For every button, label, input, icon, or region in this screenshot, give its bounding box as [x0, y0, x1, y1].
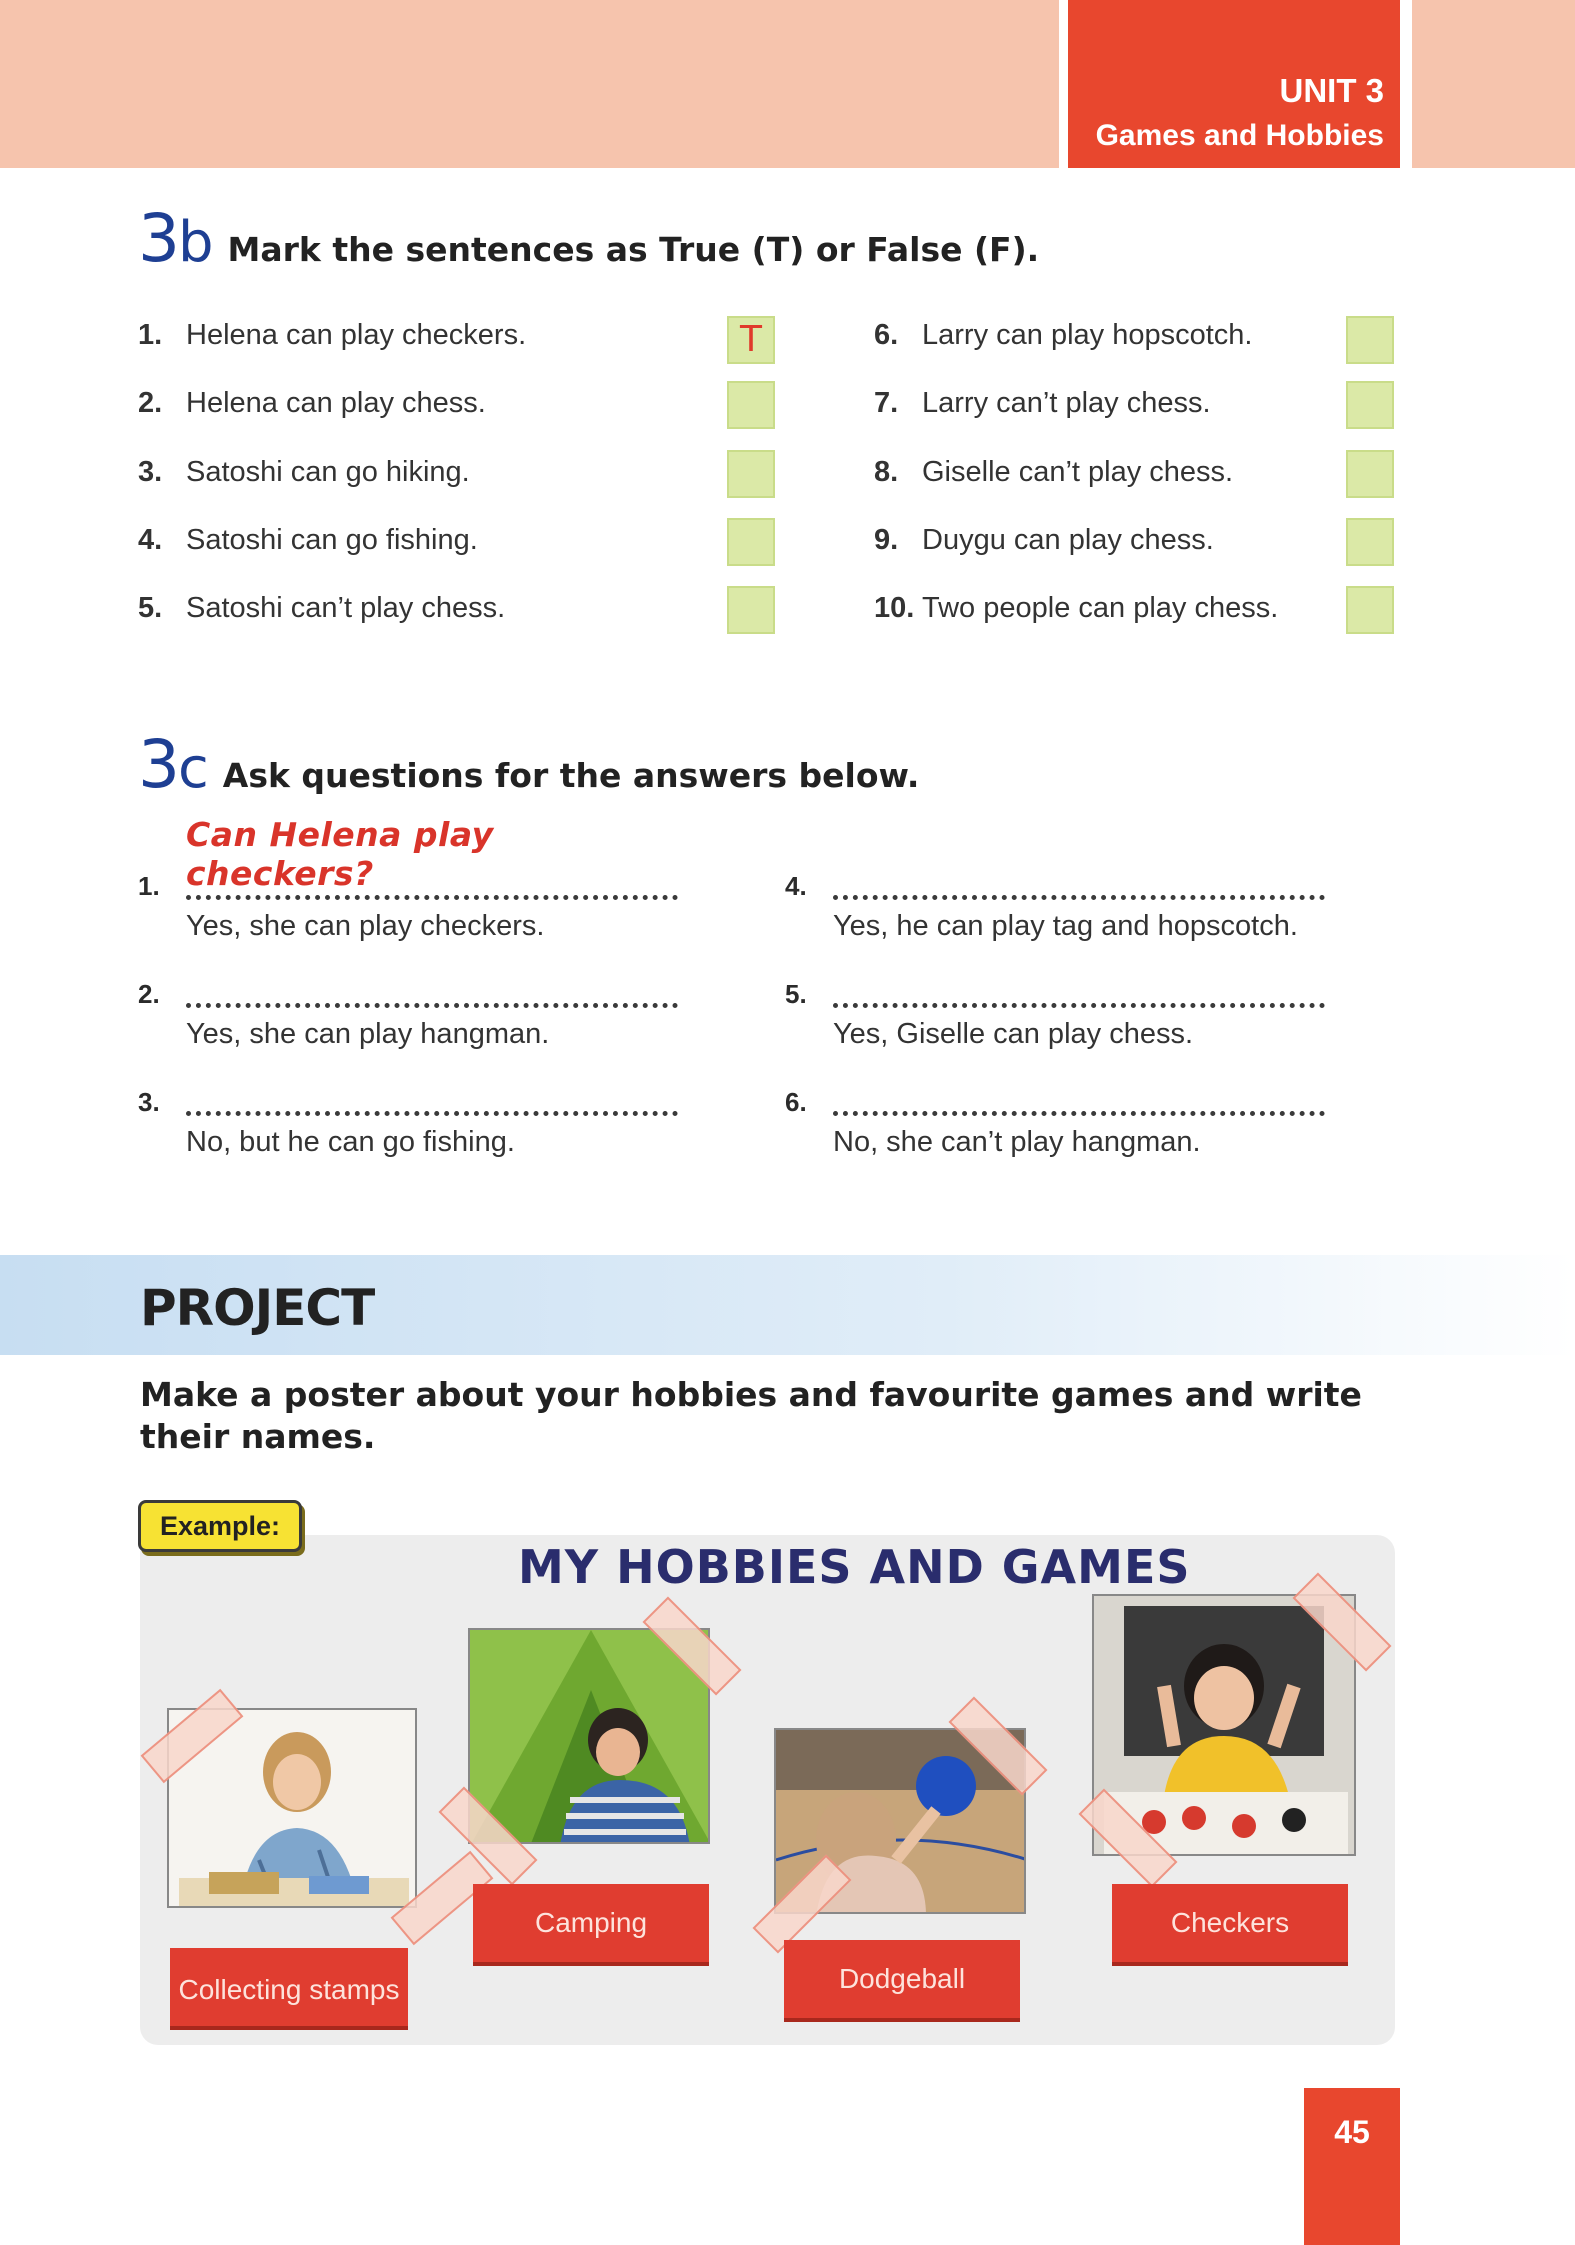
answer-box-9[interactable] — [1346, 518, 1394, 566]
section-number: 3 — [138, 726, 178, 803]
section-3b-title — [138, 200, 1039, 277]
boy-in-tent-photo — [468, 1628, 710, 1844]
question-item-1 — [138, 815, 678, 943]
tf-item-4: 4. Satoshi can go fishing. — [138, 524, 478, 556]
tf-item-8: 8. Giselle can’t play chess. — [874, 456, 1234, 488]
given-answer: Yes, she can play checkers. — [186, 910, 545, 942]
question-line[interactable] — [833, 960, 1325, 1008]
question-item-4 — [785, 850, 1325, 943]
answer-box-8[interactable] — [1346, 450, 1394, 498]
tf-item-6: 6. Larry can play hopscotch. — [874, 319, 1253, 351]
question-line[interactable] — [186, 815, 678, 900]
section-letter: c — [178, 736, 209, 801]
unit-name: Games and Hobbies — [1095, 119, 1384, 152]
tf-item-3: 3. Satoshi can go hiking. — [138, 456, 470, 488]
question-line[interactable] — [186, 960, 678, 1008]
answer-box-6[interactable] — [1346, 316, 1394, 364]
given-answer: No, but he can go fishing. — [186, 1126, 515, 1158]
given-answer: Yes, Giselle can play chess. — [833, 1018, 1194, 1050]
tf-item-5: 5. Satoshi can’t play chess. — [138, 592, 506, 624]
card-label-collecting-stamps: Collecting stamps — [170, 1948, 408, 2026]
page-number: 45 — [1304, 2088, 1400, 2245]
card-label-checkers: Checkers — [1112, 1884, 1348, 1962]
question-number: 6. — [785, 1087, 807, 1117]
given-answer: Yes, he can play tag and hopscotch. — [833, 910, 1298, 942]
example-badge: Example: — [138, 1500, 302, 1552]
tf-item-10: 10. Two people can play chess. — [874, 592, 1279, 624]
given-answer: No, she can’t play hangman. — [833, 1126, 1201, 1158]
question-item-3 — [138, 1066, 678, 1159]
tf-item-1: 1. Helena can play checkers. — [138, 319, 527, 351]
poster-title: MY HOBBIES AND GAMES — [518, 1540, 1191, 1594]
card-label-camping: Camping — [473, 1884, 709, 1962]
question-item-5 — [785, 958, 1325, 1051]
question-number: 1. — [138, 871, 160, 901]
answer-box-7[interactable] — [1346, 381, 1394, 429]
question-item-2 — [138, 958, 678, 1051]
unit-number: UNIT 3 — [1279, 72, 1384, 109]
unit-tab — [1068, 0, 1400, 168]
section-instruction: Ask questions for the answers below. — [222, 756, 920, 795]
answer-box-10[interactable] — [1346, 586, 1394, 634]
section-letter: b — [178, 210, 214, 275]
header-band-right — [1412, 0, 1575, 168]
project-title: PROJECT — [140, 1279, 375, 1337]
question-item-6 — [785, 1066, 1325, 1159]
answer-box-2[interactable] — [727, 381, 775, 429]
handwritten-question: Can Helena play checkers? — [186, 815, 494, 893]
section-3c-title — [138, 726, 919, 803]
answer-box-5[interactable] — [727, 586, 775, 634]
question-line[interactable] — [833, 852, 1325, 900]
question-number: 3. — [138, 1087, 160, 1117]
section-instruction: Mark the sentences as True (T) or False (F). — [227, 230, 1040, 269]
answer-box-1[interactable]: T — [727, 316, 775, 364]
tf-item-7: 7. Larry can’t play chess. — [874, 387, 1211, 419]
answer-box-3[interactable] — [727, 450, 775, 498]
tf-item-9: 9. Duygu can play chess. — [874, 524, 1214, 556]
question-number: 2. — [138, 979, 160, 1009]
question-number: 5. — [785, 979, 807, 1009]
tf-item-2: 2. Helena can play chess. — [138, 387, 486, 419]
section-number: 3 — [138, 200, 178, 277]
project-instruction: Make a poster about your hobbies and favourite games and write their names. — [140, 1375, 1362, 1456]
given-answer: Yes, she can play hangman. — [186, 1018, 550, 1050]
question-line[interactable] — [186, 1068, 678, 1116]
question-line[interactable] — [833, 1068, 1325, 1116]
card-label-dodgeball: Dodgeball — [784, 1940, 1020, 2018]
header-band — [0, 0, 1059, 168]
question-number: 4. — [785, 871, 807, 901]
answer-box-4[interactable] — [727, 518, 775, 566]
